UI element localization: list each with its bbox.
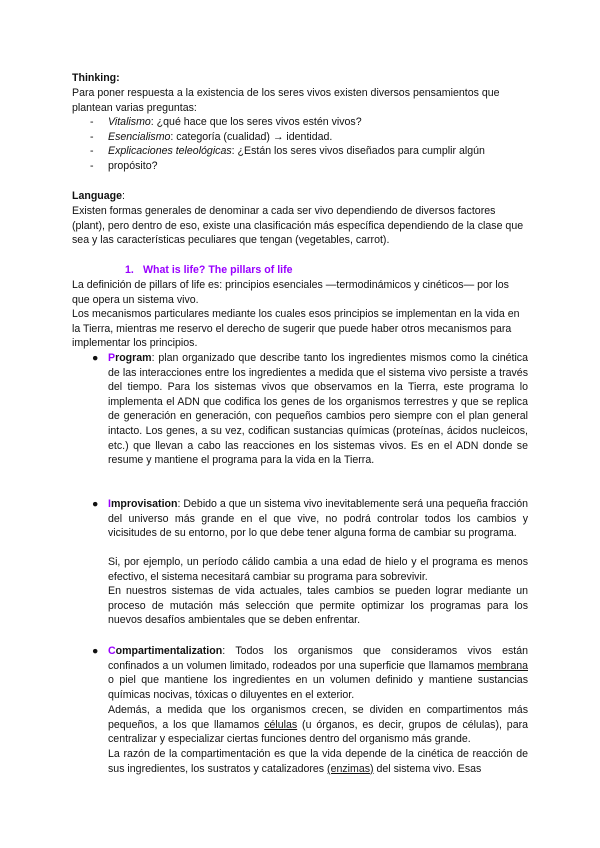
item-term: Esencialismo <box>108 130 171 143</box>
compartmentalization-paragraph-3 <box>108 747 528 776</box>
improvisation-paragraph-3: En nuestros sistemas de vida actuales, tales cambios se pueden lograr mediante un proceso de mutación más selección que permite optimizar los programas para los nuevos desafíos ambientales que se deben enfrentar. <box>108 585 528 627</box>
compartmentalization-term: ompartimentalization <box>115 645 223 657</box>
improvisation-text: : Debido a que un sistema vivo inevitablemente será una pequeña fracción del universo más grande en el que vive, no podrá controlar todos los cambios y vicisitudes de su entorno, por lo que debe tener alguna forma de cambiar su programa. <box>108 498 528 540</box>
program-term: rogram <box>115 352 152 364</box>
compartmentalization-paragraph-2 <box>108 703 528 747</box>
compartmentalization-paragraph <box>108 644 528 702</box>
list-item <box>90 159 530 174</box>
compartment-p3-text-cont: del sistema vivo. Esas <box>373 762 482 775</box>
compartmentalization-text: : Todos los organismos que consideramos vivos están confinados a un volumen limitado, rodeados por una superficie que llamamos <box>108 645 528 672</box>
section-number: 1. <box>125 264 134 276</box>
section-paragraph-2: Los mecanismos particulares mediante los cuales esos principios se implementan en la vida en la Tierra, mientras me reservo el derecho de sugerir que puede haber otros mecanismos para implementar los principios. <box>72 308 520 350</box>
language-text: Existen formas generales de denominar a cada ser vivo dependiendo de diversos factores (plant), pero dentro de eso, existe una clasificación más específica dependiendo de la clase que sea y las características peculiares que tengan (vegetables, carrot). <box>72 205 524 247</box>
improvisation-paragraph <box>108 497 528 541</box>
thinking-intro: Para poner respuesta a la existencia de los seres vivos existen diversos pensamientos que plantean varias preguntas: <box>72 87 500 114</box>
language-heading <box>72 189 528 204</box>
item-text: : categoría (cualidad) → identidad. <box>170 130 333 143</box>
improvisation-initial: I <box>108 498 111 510</box>
compartment-p3-text: La razón de la compartimentación es que la vida depende de la cinética de reacción de sus ingredientes, los sustratos y catalizadores <box>108 748 528 775</box>
item-text: : ¿Están los seres vivos diseñados para cumplir algún <box>231 145 485 158</box>
list-item <box>90 115 530 130</box>
thinking-heading: Thinking: <box>72 72 120 84</box>
celulas-term: células <box>264 718 298 731</box>
bullet-icon: ● <box>92 645 99 657</box>
item-term: Vitalismo <box>108 116 151 128</box>
item-text: : ¿qué hace que los seres vivos estén vivos? <box>150 116 362 128</box>
section-title <box>125 263 293 278</box>
bullet-icon: ● <box>92 498 99 510</box>
program-text: : plan organizado que describe tanto los ingredientes mismos como la cinética de las interacciones entre los ingredientes a medida que el sistema vivo persiste a través del tiempo. Para los sistemas vivos que observamos en la Tierra, este programa lo implementa el ADN que codifica los genes de los organismos terrestres y que se replica de generación en generación, con pequeños cambios pero siempre con el plan general intacto. Los genes, a su vez, codifican sustancias químicas (proteínas, ácidos nucleicos, etc.) que llevan a cabo las reacciones en los sistemas vivos. Es en el ADN donde se resume y mantiene el programa para la vida en la Tierra. <box>108 352 528 467</box>
membrana-term: membrana <box>477 659 528 672</box>
language-heading-text: Language <box>72 190 123 202</box>
compartment-p2-text-cont: (u órganos, es decir, grupos de células), para centralizar y especializar ciertas funciones dentro del organismo más grande. <box>108 718 529 746</box>
compartmentalization-text-cont: o piel que mantiene los ingredientes en un volumen definido y mantiene sustancias químicas nocivas, tóxicas o diluyentes en el exterior. <box>108 674 528 701</box>
list-item <box>90 144 530 159</box>
enzimas-term: (enzimas) <box>327 762 374 775</box>
section-title-text: What is life? The pillars of life <box>143 264 293 276</box>
improvisation-term: mprovisation <box>110 498 178 510</box>
thinking-list <box>90 115 530 173</box>
section-paragraph-1: La definición de pillars of life es: principios esenciales —termodinámicos y cinéticos— por los que opera un sistema vivo. <box>72 279 509 306</box>
program-initial: P <box>108 352 116 364</box>
list-item <box>90 130 530 145</box>
language-colon: : <box>122 190 125 202</box>
compartmentalization-initial: C <box>108 645 116 657</box>
compartment-p2-text: Además, a medida que los organismos crecen, se dividen en compartimentos más pequeños, a los que llamamos <box>108 704 528 731</box>
item-term: Explicaciones teleológicas <box>108 145 232 158</box>
program-paragraph <box>108 351 528 468</box>
improvisation-paragraph-2: Si, por ejemplo, un período cálido cambia a una edad de hielo y el programa es menos efectivo, el sistema necesitará cambiar su programa para sobrevivir. <box>108 556 528 583</box>
item-text: propósito? <box>108 159 158 172</box>
bullet-icon: ● <box>92 352 99 364</box>
